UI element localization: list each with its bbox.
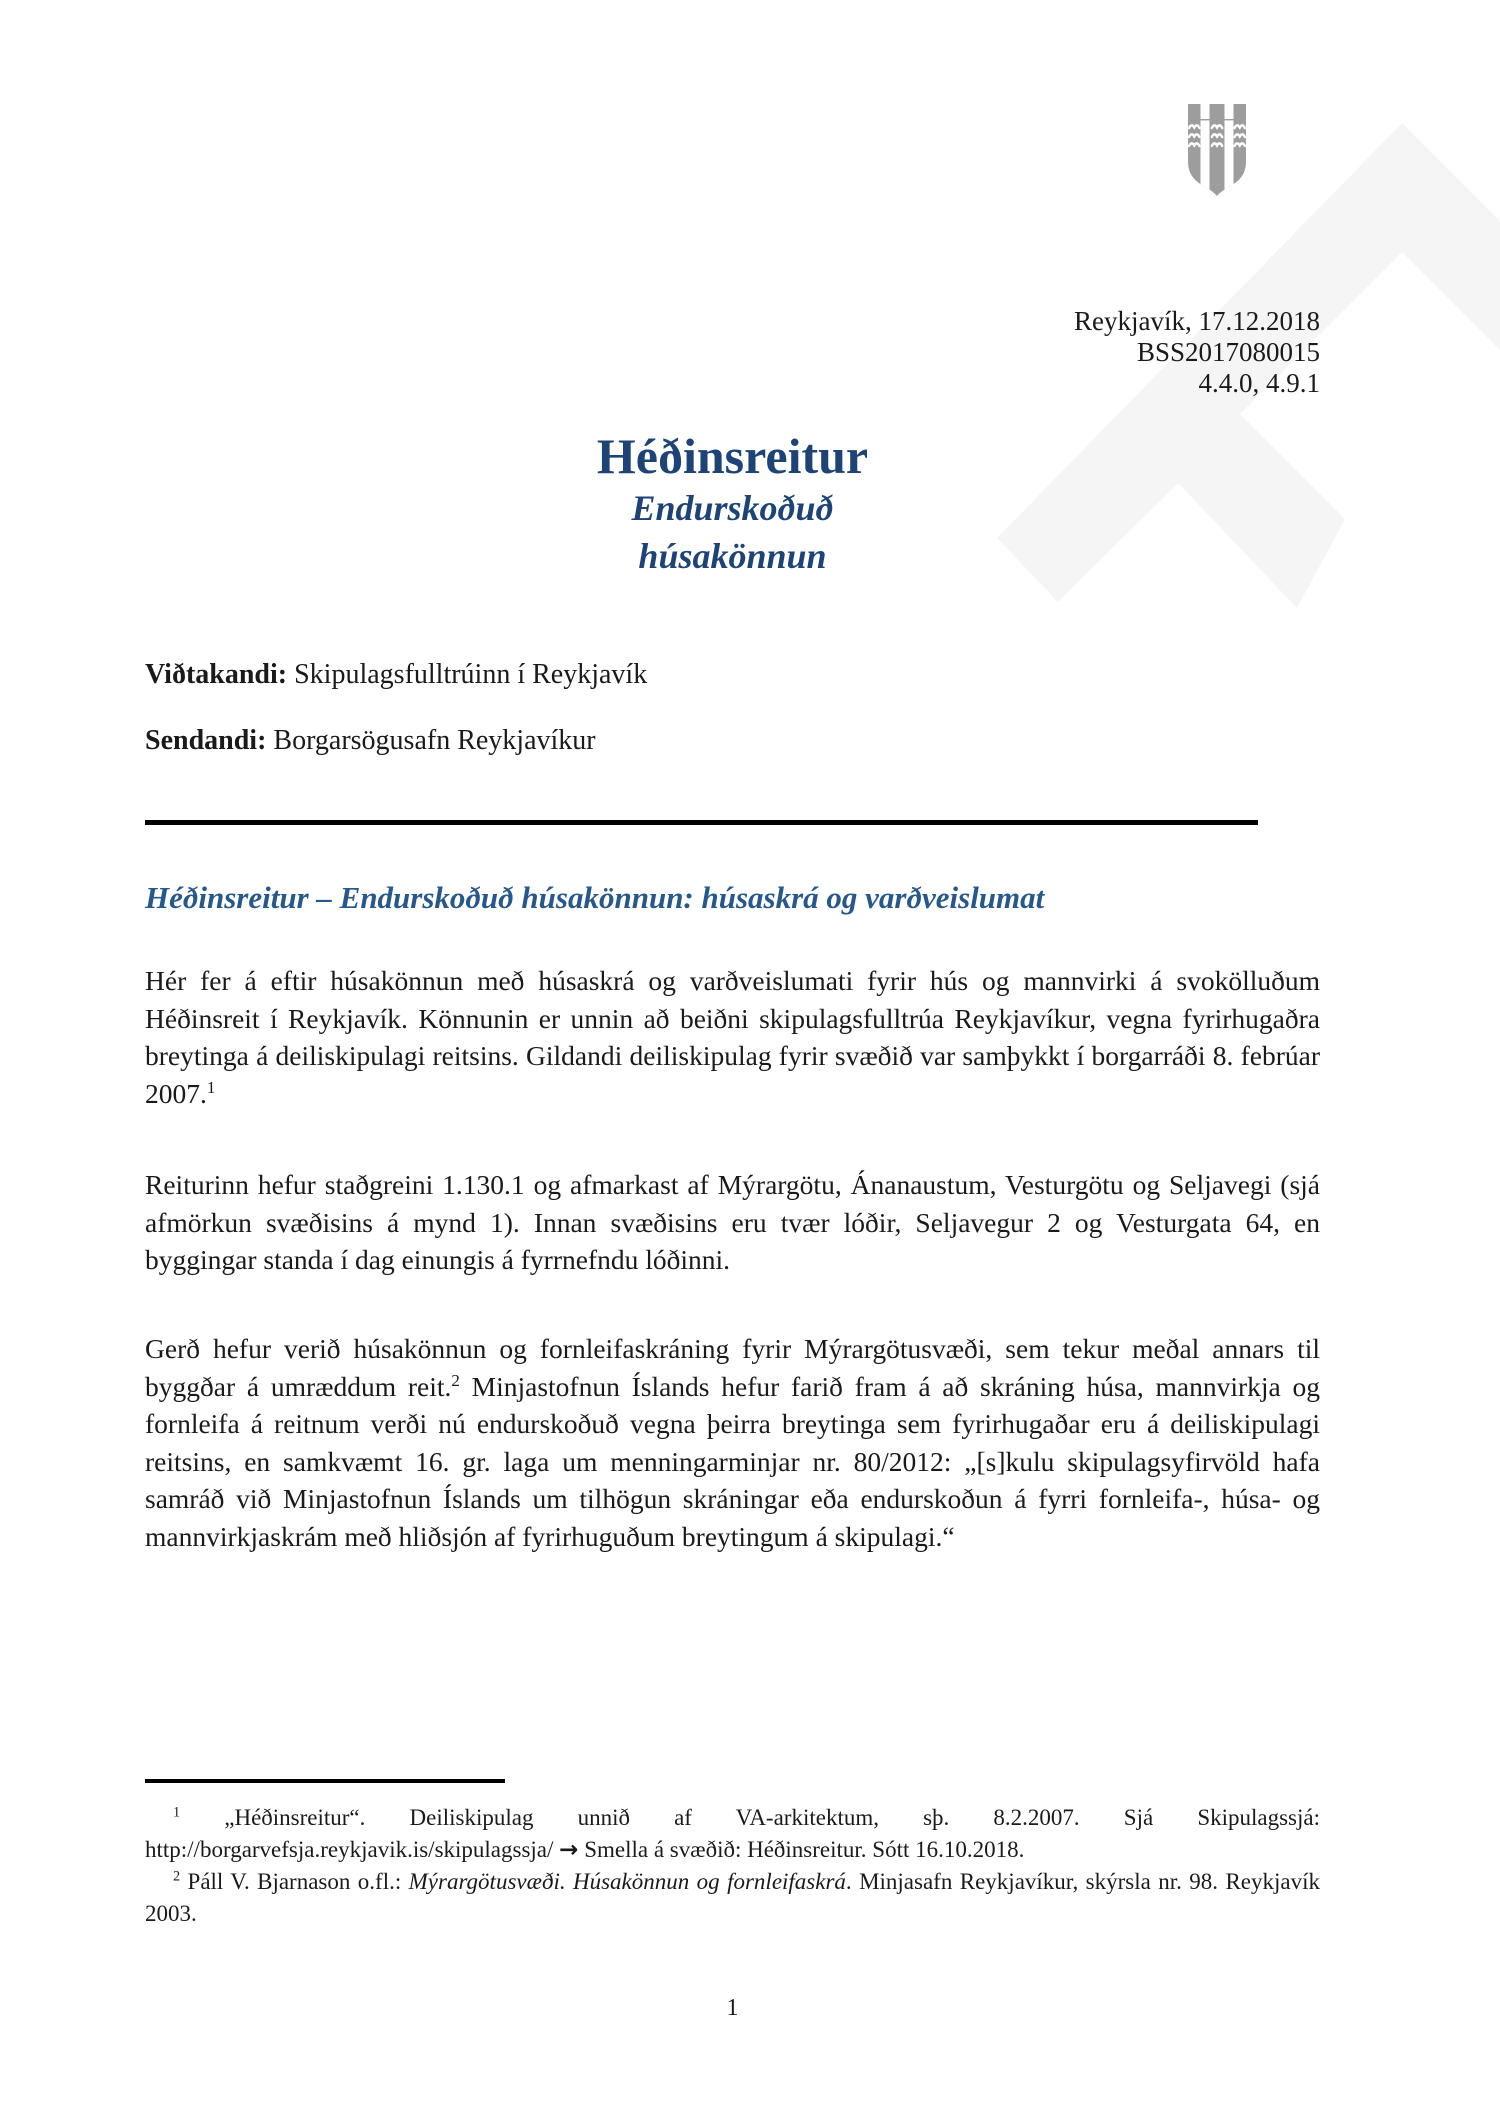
paragraph-1 xyxy=(145,962,1320,1112)
title-block xyxy=(145,428,1320,580)
footnote-1-text-start: „Héðinsreitur“. Deiliskipulag unnið af VA-arkitektum, sþ. 8.2.2007. Sjá Skipulagssjá: http://borgarvefsja.reykjavik.is/skipulagssja/ xyxy=(145,1805,1320,1862)
case-id: BSS2017080015 xyxy=(1136,337,1320,367)
date-block xyxy=(145,306,1320,399)
paragraph-2: Reiturinn hefur staðgreini 1.130.1 og afmarkast af Mýrargötu, Ánanaustum, Vesturgötu og Seljavegi (sjá afmörkun svæðisins á mynd 1). Innan svæðisins eru tvær lóðir, Seljavegur 2 og Vesturgata 64, en byggingar standa í dag einungis á fyrrnefndu lóðinni. xyxy=(145,1169,1320,1275)
footnote-2-text-start: Páll V. Bjarnason o.fl.: xyxy=(180,1869,409,1894)
header-rule xyxy=(145,820,1258,825)
sender-label: Sendandi: xyxy=(145,725,267,756)
recipient-value: Skipulagsfulltrúinn í Reykjavík xyxy=(287,659,648,690)
paragraph-3-text-start: Gerð hefur verið húsakönnun og fornleifaskráning fyrir Mýrargötusvæði, sem tekur meðal annars til byggðar á umræddum reit. xyxy=(145,1333,1320,1402)
addressing-block xyxy=(145,658,1320,758)
footnote-2-work-title: Mýrargötusvæði. Húsakönnun og fornleifaskrá xyxy=(408,1869,846,1894)
paragraph-3-text-end: Minjastofnun Íslands hefur farið fram á að skráning húsa, mannvirkja og fornleifa á reitnum verði nú endurskoðuð vegna þeirra breytinga sem fyrirhugaðar eru á deiliskipulagi reitsins, en samkvæmt 16. gr. laga um menningarminjar nr. 80/2012: „[s]kulu skipulagsyfirvöld hafa samráð við Minjastofnun Íslands um tilhögun skráningar eða endurskoðun á fyrri fornleifa-, húsa- og mannvirkjaskrám með hliðsjón af fyrirhuguðum breytingum á skipulagi.“ xyxy=(145,1370,1320,1552)
reference-numbers: 4.4.0, 4.9.1 xyxy=(1198,368,1320,398)
footnote-2 xyxy=(145,1866,1320,1929)
footnote-1-text-end: Smella á svæðið: Héðinsreitur. Sótt 16.10.2018. xyxy=(578,1836,1025,1862)
footnote-ref-1: 1 xyxy=(206,1077,216,1097)
sender-row xyxy=(145,724,1320,758)
section-heading: Héðinsreitur – Endurskoðuð húsakönnun: húsaskrá og varðveislumat xyxy=(145,880,1045,915)
reykjavik-coat-of-arms-icon xyxy=(1188,104,1246,196)
footnote-1 xyxy=(145,1802,1320,1866)
footnote-2-marker: 2 xyxy=(173,1868,181,1885)
paragraph-3 xyxy=(145,1330,1320,1555)
footnote-rule xyxy=(145,1779,505,1783)
footnote-2-text-end: . Minjasafn Reykjavíkur, skýrsla nr. 98. Reykjavík 2003. xyxy=(145,1869,1321,1926)
date-line: Reykjavík, 17.12.2018 xyxy=(1074,306,1320,336)
recipient-label: Viðtakandi: xyxy=(145,659,288,690)
paragraph-1-text: Hér fer á eftir húsakönnun með húsaskrá og varðveislumati fyrir hús og mannvirki á svokölluðum Héðinsreit í Reykjavík. Könnunin er unnin að beiðni skipulagsfulltrúa Reykjavíkur, vegna fyrirhugaðra breytinga á deiliskipulagi reitsins. Gildandi deiliskipulag fyrir svæðið var samþykkt í borgarráði 8. febrúar 2007. xyxy=(145,965,1320,1109)
recipient-row xyxy=(145,658,1320,692)
page-number: 1 xyxy=(726,1995,739,2021)
document-title: Héðinsreitur xyxy=(596,428,869,484)
footnotes-block xyxy=(145,1802,1320,1929)
footnote-ref-2: 2 xyxy=(451,1370,460,1390)
sender-value: Borgarsögusafn Reykjavíkur xyxy=(266,725,596,756)
document-subtitle-line1: Endurskoðuð xyxy=(631,488,834,528)
footnote-1-marker: 1 xyxy=(173,1804,181,1821)
document-subtitle-line2: húsakönnun xyxy=(638,536,827,576)
right-arrow-icon: → xyxy=(559,1836,579,1863)
